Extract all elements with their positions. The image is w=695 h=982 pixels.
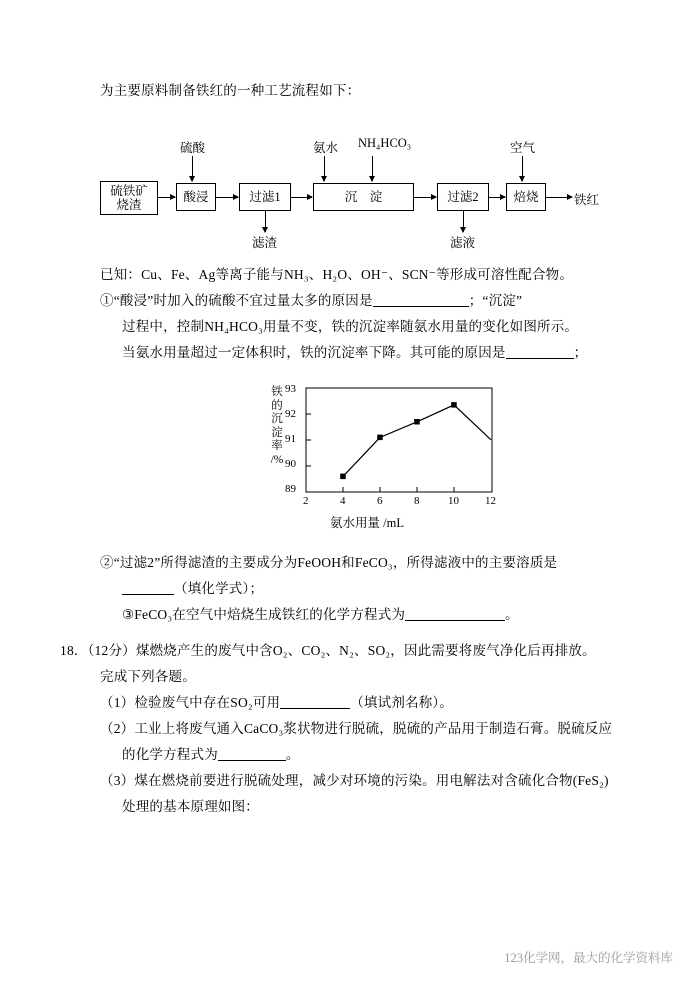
chart-data-line	[343, 405, 491, 477]
flow-box-roast: 焙烧	[506, 183, 546, 211]
arrow-filter2-filtrate	[463, 211, 464, 232]
intro-line: 为主要原料制备铁红的一种工艺流程如下：	[100, 83, 361, 98]
arrow-slag-to-leach	[158, 197, 175, 198]
flow-box-pyrite-slag-line2: 烧渣	[116, 198, 142, 212]
chart-ytick-89: 89	[285, 483, 296, 495]
question-1b: 过程中，控制NH₄HCO₃用量不变，铁的沉淀率随氨水用量的变化如图所示。	[122, 319, 579, 334]
chart-xtick-12: 12	[485, 495, 496, 507]
arrow-filter1-residue	[265, 211, 266, 232]
chart-xtick-8: 8	[414, 495, 420, 507]
watermark: 123化学网，最大的化学资料库	[504, 951, 673, 965]
flow-input-ammonium-bicarbonate: NH₄HCO₃	[358, 136, 412, 150]
flow-output-filtrate: 滤液	[450, 236, 476, 250]
question-1c-text: 当氨水用量超过一定体积时，铁的沉淀率下降。其可能的原因是	[122, 345, 506, 360]
arrow-air-down	[522, 156, 523, 181]
question-1a-tail: ；“沉淀”	[468, 293, 523, 308]
chart-svg	[100, 372, 620, 532]
flow-box-pyrite-slag	[100, 181, 158, 215]
question-18-2b	[100, 742, 620, 768]
answer-blank-1a[interactable]	[373, 293, 469, 307]
answer-blank-2[interactable]	[122, 581, 174, 595]
chart-ytick-90: 90	[285, 458, 296, 470]
chart-xtick-2: 2	[303, 495, 309, 507]
question-18-3: （3）煤在燃烧前要进行脱硫处理，减少对环境的污染。用电解法对含硫化合物(FeS₂)	[100, 773, 609, 788]
chart-ytick-93: 93	[285, 383, 296, 395]
flow-input-ammonia: 氨水	[313, 141, 339, 155]
flow-output-iron-red: 铁红	[574, 193, 600, 207]
flow-output-filter-residue: 滤渣	[252, 236, 278, 250]
known-info-line: 已知：Cu、Fe、Ag等离子能与NH₃、H₂O、OH⁻、SCN⁻等形成可溶性配合物。	[100, 267, 574, 282]
chart-point-marker	[451, 402, 457, 408]
question-18-head: （12分）煤燃烧产生的废气中含O₂、CO₂、N₂、SO₂，因此需要将废气净化后再排放。	[87, 643, 596, 658]
question-1a-text: ①“酸浸”时加入的硫酸不宜过量太多的原因是	[100, 293, 373, 308]
question-18-2b-text: 的化学方程式为	[122, 747, 218, 762]
answer-blank-18-1[interactable]	[280, 695, 350, 709]
arrow-leach-to-filter1	[216, 197, 238, 198]
question-18-1-tail: （填试剂名称）。	[350, 695, 454, 710]
chart-point-marker	[414, 419, 420, 425]
question-2b	[100, 576, 620, 602]
question-2a-text: ②“过滤2”所得滤渣的主要成分为FeOOH和FeCO₃，所得滤液中的主要溶质是	[100, 555, 558, 570]
question-18-2: （2）工业上将废气通入CaCO₃浆状物进行脱硫，脱硫的产品用于制造石膏。脱硫反应	[100, 721, 613, 736]
chart-xtick-6: 6	[377, 495, 383, 507]
chart-ytick-92: 92	[285, 408, 296, 420]
question-18-header	[60, 638, 620, 664]
flow-box-precipitate: 沉 淀	[313, 183, 414, 211]
chart-plot-frame	[306, 388, 492, 492]
flow-box-acid-leach: 酸浸	[176, 183, 216, 211]
flow-box-pyrite-slag-line1: 硫铁矿	[110, 184, 148, 198]
arrow-ammonia-down	[324, 156, 325, 181]
document-body	[60, 78, 620, 820]
flow-box-filter-1: 过滤1	[239, 183, 291, 211]
question-18-header2: 完成下列各题。	[100, 669, 196, 684]
flow-input-sulfuric-acid: 硫酸	[180, 141, 206, 155]
chart-xtick-10: 10	[448, 495, 459, 507]
arrow-roast-to-product	[546, 197, 572, 198]
question-18-number: 18．	[60, 643, 88, 658]
chart-y-axis-label: 铁 的 沉 淀 率 /%	[270, 386, 284, 466]
process-flow-diagram	[100, 112, 620, 250]
iron-precipitation-chart	[100, 372, 620, 532]
arrow-filter2-to-roast	[489, 197, 505, 198]
question-2b-tail: （填化学式）；	[174, 581, 264, 596]
arrow-nh4hco3-down	[372, 156, 373, 181]
question-18-1	[100, 690, 620, 716]
question-18-3b: 处理的基本原理如图：	[122, 799, 259, 814]
arrow-acid-down	[192, 156, 193, 181]
answer-blank-18-2[interactable]	[218, 747, 286, 761]
question-1c-tail: ；	[573, 345, 588, 360]
flow-box-filter-2: 过滤2	[437, 183, 489, 211]
chart-point-marker	[340, 474, 346, 480]
question-3-tail: 。	[505, 607, 519, 622]
question-2a	[100, 550, 620, 576]
arrow-precipitate-to-filter2	[414, 197, 436, 198]
arrow-filter1-to-precipitate	[291, 197, 312, 198]
question-1a	[100, 288, 620, 314]
flow-input-air: 空气	[510, 141, 536, 155]
question-18-1-text: （1）检验废气中存在SO₂可用	[100, 695, 281, 710]
chart-point-marker	[377, 435, 383, 441]
chart-ytick-91: 91	[285, 433, 296, 445]
answer-blank-1c[interactable]	[506, 345, 574, 359]
answer-blank-3[interactable]	[405, 607, 505, 621]
chart-xtick-4: 4	[340, 495, 346, 507]
question-18-2b-tail: 。	[285, 747, 300, 762]
question-3	[100, 602, 620, 628]
question-1c	[100, 340, 620, 366]
chart-x-axis-label: 氨水用量 /mL	[330, 516, 404, 530]
question-3-text: ③FeCO₃在空气中焙烧生成铁红的化学方程式为	[122, 607, 406, 622]
